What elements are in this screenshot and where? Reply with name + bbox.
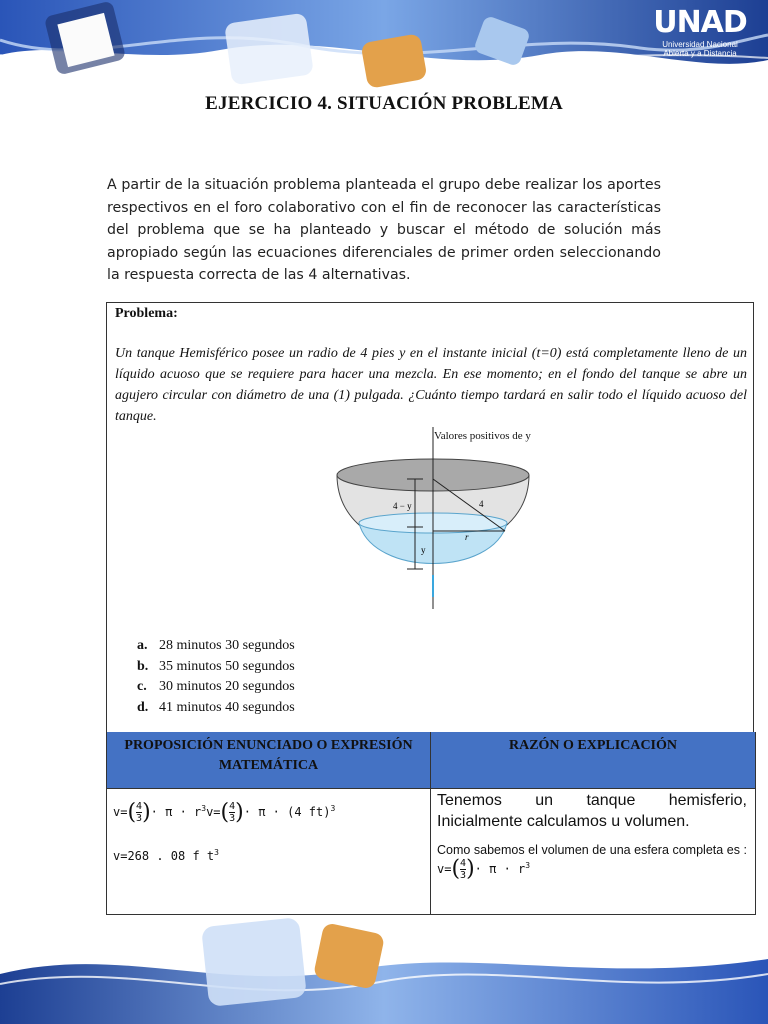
option-c: c. 30 minutos 20 segundos	[137, 679, 295, 694]
solution-table	[106, 732, 756, 915]
page-title: EJERCICIO 4. SITUACIÓN PROBLEMA	[205, 93, 563, 114]
formula-volume: v=( $\frac{4}{3}$ )· $\pi \cdot r^3v=$( $\frac{4}{3}$ )· π · (4 ft)$^3$	[113, 800, 336, 825]
explanation-1: Tenemos un tanque hemisferio, Inicialmente calculamos u volumen.	[437, 792, 747, 830]
label-4-minus-y: 4 − y	[393, 501, 412, 511]
hemisphere-tank-figure	[333, 427, 533, 612]
problem-box	[106, 302, 754, 734]
option-b: b. 35 minutos 50 segundos	[137, 658, 295, 674]
figure-axis-label: Valores positivos de y	[434, 430, 531, 442]
formula-result: v=268 . 08 f $t^3$	[113, 848, 219, 863]
problem-label: Problema:	[115, 306, 178, 321]
label-y: y	[421, 545, 426, 555]
explanation-formula: v=( $\frac{4}{3}$ )· $\pi \cdot r^3$	[437, 856, 531, 882]
logo-subtitle-1: Universidad Nacional	[662, 40, 738, 49]
intro-paragraph: A partir de la situación problema planteada el grupo debe realizar los aportes respectivos en el foro colaborativo con el fin de reconocer las características del problema que se ha planteado y buscar el método de solución más apropiado según las ecuaciones diferenciales de primer orden seleccionando la respuesta correcta de las 4 alternativas.	[107, 177, 661, 284]
label-r: r	[465, 532, 469, 542]
unad-logo	[640, 6, 760, 68]
option-d: d. 41 minutos 40 segundos	[137, 699, 295, 715]
logo-wordmark: UNAD	[653, 5, 747, 40]
problem-statement: Un tanque Hemisférico posee un radio de 4 pies y en el instante inicial (t=0) está completamente lleno de un líquido acuoso que se requiere para hacer una mezcla. En ese momento; en el fondo del tanque se abre un agujero circular con diámetro de una (1) pulgada. ¿Cuánto tiempo tardará en salir todo el líquido acuoso del tanque.	[115, 346, 747, 424]
footer-banner	[0, 914, 768, 1024]
explanation-2: Como sabemos el volumen de una esfera completa es : v=( $\frac{4}{3}$ )· $\pi \cdot r^3$	[437, 843, 747, 882]
table-column-divider	[430, 788, 431, 914]
table-row-divider	[107, 788, 755, 789]
answer-options	[137, 636, 295, 718]
header-explanation: RAZÓN O EXPLICACIÓN	[431, 732, 755, 788]
label-radius-4: 4	[479, 499, 484, 509]
option-a: a. 28 minutos 30 segundos	[137, 638, 295, 653]
logo-subtitle-2: Abierta y a Distancia	[663, 49, 737, 58]
header-proposition: PROPOSICIÓN ENUNCIADO O EXPRESIÓN MATEMÁTICA	[107, 732, 431, 788]
